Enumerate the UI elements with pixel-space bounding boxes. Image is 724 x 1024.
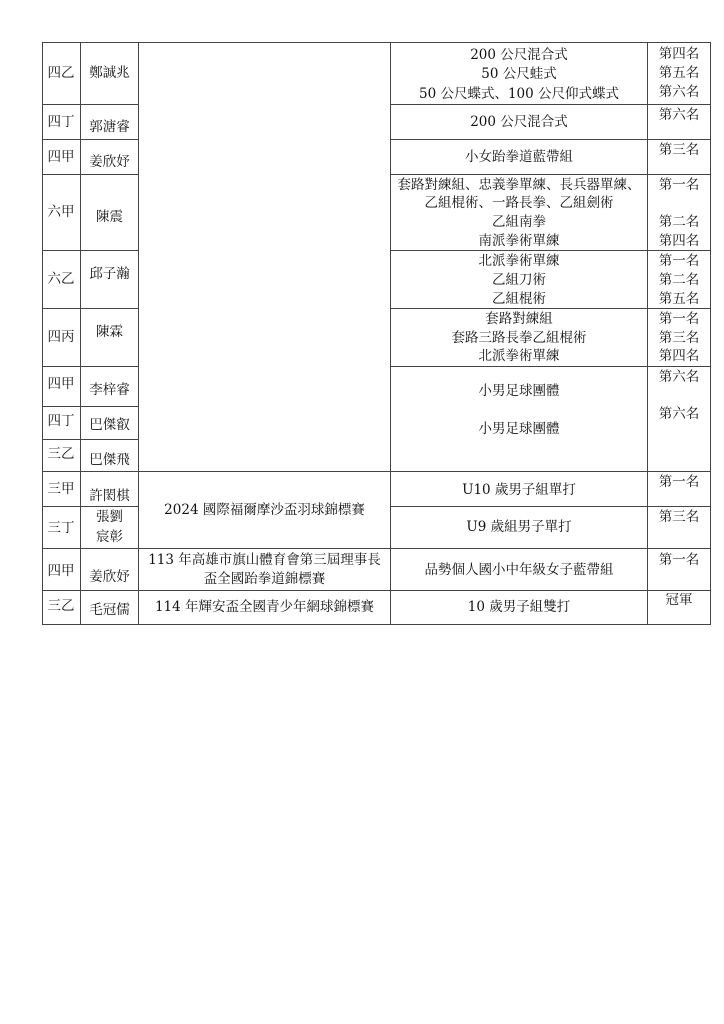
item-line: 50 公尺蛙式 (481, 66, 557, 82)
name-cell: 邱子瀚 (89, 266, 130, 282)
name-cell: 巴傑叡 (89, 417, 130, 433)
rank-line: 第一名 (658, 552, 700, 568)
rank-line: 冠軍 (665, 592, 693, 608)
name-cell: 姜欣妤 (89, 569, 130, 585)
item-line: 200 公尺混合式 (470, 47, 568, 63)
name-cell: 姜欣妤 (89, 154, 130, 170)
class-cell: 三丁 (47, 520, 75, 536)
item-line: 乙組南拳 (492, 214, 546, 230)
item-line: 北派拳術單練 (478, 348, 560, 364)
item-line: 北派拳術單練 (478, 253, 560, 269)
class-cell: 四甲 (47, 376, 75, 392)
rank-line: 第五名 (658, 291, 700, 307)
class-cell: 四丁 (47, 413, 75, 429)
class-cell: 三乙 (47, 598, 75, 614)
class-cell: 六乙 (47, 271, 75, 287)
class-cell: 三乙 (47, 446, 75, 462)
name-cell: 陳震 (96, 209, 123, 225)
class-cell: 六甲 (47, 204, 75, 220)
item-line: 乙組刀術 (492, 272, 546, 288)
item-line: 小男足球團體 (478, 383, 560, 399)
rank-line: 第二名 (658, 214, 700, 230)
item-line: 乙組棍術 (492, 291, 546, 307)
rank-line: 第四名 (658, 348, 700, 364)
rank-line: 第六名 (658, 84, 700, 100)
item-line: 10 歲男子組雙打 (467, 599, 571, 615)
item-line: 小女跆拳道藍帶組 (465, 149, 573, 165)
item-line: 套路對練組、忠義拳單練、長兵器單練、 (397, 177, 641, 193)
class-cell: 四乙 (47, 65, 75, 81)
rank-line: 第六名 (658, 369, 700, 385)
item-line: U9 歲組男子單打 (466, 519, 572, 535)
name-cell: 李梓睿 (89, 382, 130, 398)
item-line: U10 歲男子組單打 (462, 482, 576, 498)
event-cell: 2024 國際福爾摩沙盃羽球錦標賽 (164, 502, 365, 518)
name-cell: 鄭誠兆 (89, 65, 130, 81)
class-cell: 四甲 (47, 149, 75, 165)
rank-line: 第一名 (658, 474, 700, 490)
item-line: 乙組棍術、一路長拳、乙組劍術 (424, 195, 614, 211)
rank-line: 第四名 (658, 233, 700, 249)
item-line: 200 公尺混合式 (470, 114, 568, 130)
item-line: 50 公尺蝶式、100 公尺仰式蝶式 (418, 86, 620, 102)
name-cell: 張劉 (96, 509, 123, 525)
rank-line: 第六名 (658, 107, 700, 123)
rank-line: 第一名 (658, 177, 700, 193)
name-cell: 巴傑飛 (89, 452, 130, 468)
rank-line: 第四名 (658, 46, 700, 62)
class-cell: 四甲 (47, 563, 75, 579)
class-cell: 四丁 (47, 114, 75, 130)
rank-line: 第六名 (658, 406, 700, 422)
rank-line: 第三名 (658, 142, 700, 158)
item-line: 小男足球團體 (478, 421, 560, 437)
item-line: 套路對練組 (485, 311, 553, 327)
rank-line: 第三名 (658, 509, 700, 525)
name-cell: 許閎棋 (89, 488, 130, 504)
item-line: 南派拳術單練 (478, 233, 560, 249)
name-cell: 郭溏睿 (89, 119, 130, 135)
rank-line: 第三名 (658, 330, 700, 346)
event-line: 113 年高雄市旗山體育會第三屆理事長 (148, 552, 381, 568)
item-line: 套路三路長拳乙組棍術 (451, 330, 587, 346)
rank-line: 第二名 (658, 272, 700, 288)
event-line: 盃全國跆拳道錦標賽 (203, 571, 326, 587)
rank-line: 第一名 (658, 311, 700, 327)
name-cell: 毛冠儒 (89, 602, 130, 618)
class-cell: 三甲 (47, 481, 75, 497)
class-cell: 四丙 (47, 329, 75, 345)
name-cell: 宸彰 (96, 529, 123, 545)
item-line: 品勢個人國小中年級女子藍帶組 (424, 562, 614, 578)
name-cell: 陳霖 (96, 324, 123, 340)
event-cell: 114 年輝安盃全國青少年網球錦標賽 (154, 599, 375, 615)
rank-line: 第五名 (658, 65, 700, 81)
rank-line: 第一名 (658, 253, 700, 269)
